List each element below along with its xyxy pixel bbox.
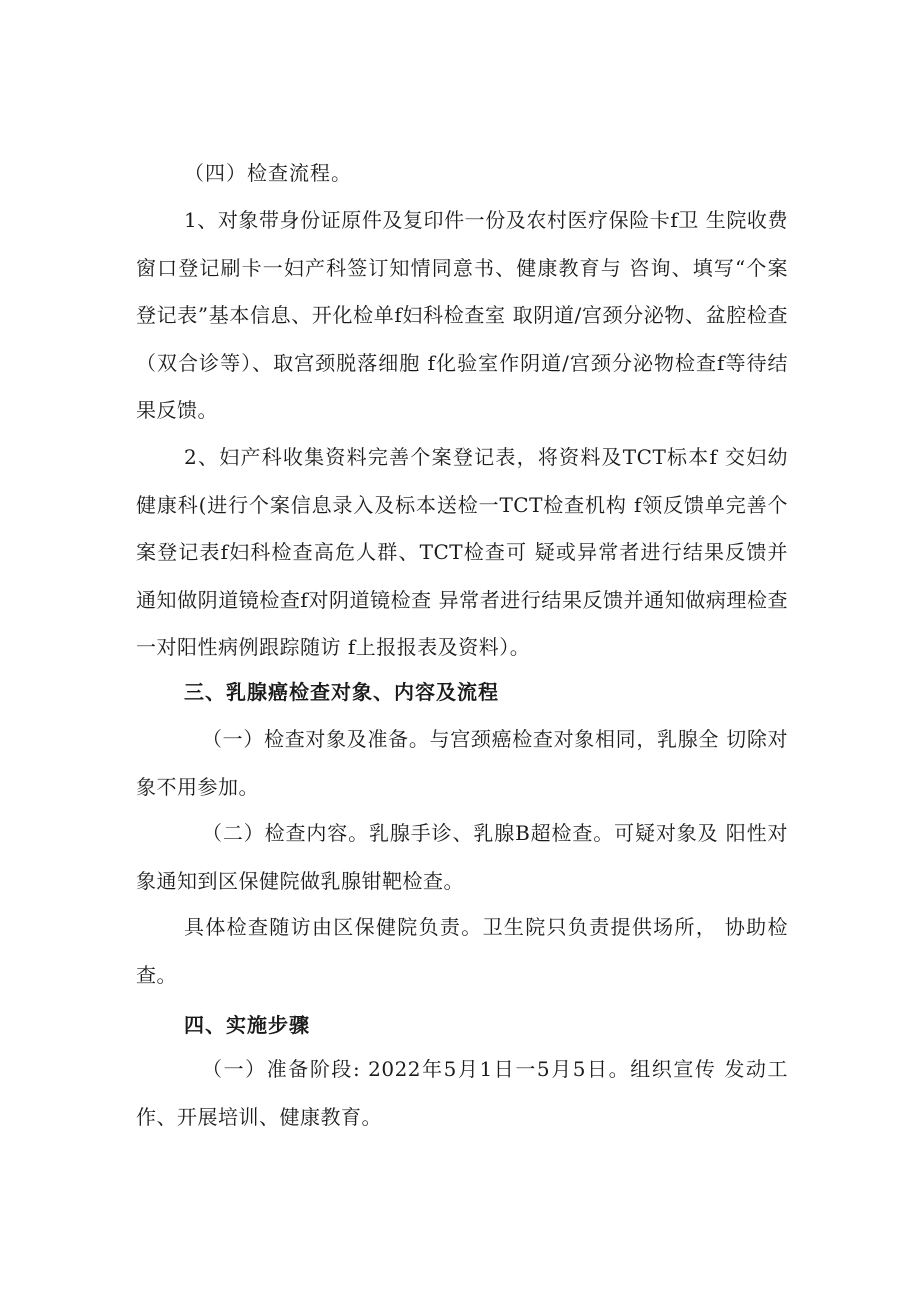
paragraph-step-2: 2、妇产科收集资料完善个案登记表，将资料及TCT标本f 交妇幼健康科(进行个案信息录入及标本送检一TCT检查机构 f领反馈单完善个案登记表f妇科检查高危人群、TCT检查可 疑或异常者进行结果反馈并通知做阴道镜检查f对阴道镜检查 异常者进行结果反馈并通知做病理检查一对阳性病例跟踪随访 f上报报表及资料）。 bbox=[136, 445, 788, 659]
paragraph-step-1: 1、对象带身份证原件及复印件一份及农村医疗保险卡f卫 生院收费窗口登记刷卡一妇产科签订知情同意书、健康教育与 咨询、填写“个案登记表”基本信息、开化检单f妇科检查室 取阴道/宫颈分泌物、盆腔检查（双合诊等）、取宫颈脱落细胞 f化验室作阴道/宫颈分泌物检查f等待结果反馈。 bbox=[136, 208, 788, 422]
section-subheading-procedure: （四）检查流程。 bbox=[184, 161, 352, 185]
paragraph-preparation-stage: （一）准备阶段: 2022年5月1日一5月5日。组织宣传 发动工作、开展培训、健康教育。 bbox=[136, 1057, 788, 1129]
paragraph-breast-targets: （一）检查对象及准备。与宫颈癌检查对象相同，乳腺全 切除对象不用参加。 bbox=[136, 727, 788, 799]
paragraph-follow-up: 具体检查随访由区保健院负责。卫生院只负责提供场所， 协助检查。 bbox=[136, 915, 788, 987]
paragraph-breast-content: （二）检查内容。乳腺手诊、乳腺B超检查。可疑对象及 阳性对象通知到区保健院做乳腺钳靶检查。 bbox=[136, 821, 788, 893]
section-heading-implementation: 四、实施步骤 bbox=[184, 1013, 310, 1037]
section-heading-breast-cancer: 三、乳腺癌检查对象、内容及流程 bbox=[184, 680, 499, 704]
